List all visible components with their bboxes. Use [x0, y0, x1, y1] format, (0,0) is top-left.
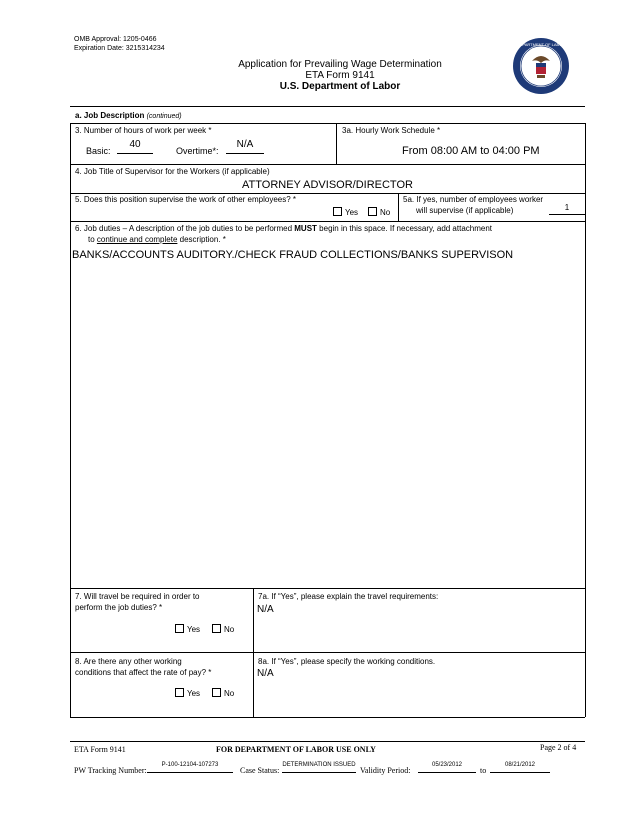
- expiration-date: Expiration Date: 3215314234: [74, 45, 165, 52]
- dol-seal-icon: [512, 37, 570, 95]
- q5-yes[interactable]: Yes: [333, 207, 358, 217]
- department-name: U.S. Department of Labor: [279, 81, 401, 92]
- q6-label-2: to continue and complete description. *: [88, 235, 226, 244]
- checkbox-icon: [333, 207, 342, 216]
- footer-to-label: to: [480, 766, 487, 775]
- q7a-value: N/A: [257, 604, 274, 615]
- q5-label: 5. Does this position supervise the work of other employees? *: [75, 195, 297, 204]
- checkbox-icon: [175, 624, 184, 633]
- footer-page: Page 2 of 4: [540, 743, 577, 752]
- q8-no[interactable]: No: [212, 688, 234, 698]
- footer-validity-from: 05/23/2012: [418, 761, 476, 773]
- q4-value: ATTORNEY ADVISOR/DIRECTOR: [242, 179, 413, 191]
- q7-label-1: 7. Will travel be required in order to: [75, 592, 200, 601]
- footer-validity-label: Validity Period:: [360, 766, 411, 775]
- q4-label: 4. Job Title of Supervisor for the Workers (if applicable): [75, 167, 270, 176]
- svg-text:DEPARTMENT OF LABOR: DEPARTMENT OF LABOR: [516, 42, 566, 47]
- section-heading: a. Job Description (continued): [75, 111, 182, 120]
- q7-label-2: perform the job duties? *: [75, 603, 163, 612]
- q7-no[interactable]: No: [212, 624, 234, 634]
- q8-yes[interactable]: Yes: [175, 688, 200, 698]
- omb-approval: OMB Approval: 1205-0466: [74, 36, 157, 43]
- q6-label-1: 6. Job duties – A description of the job duties to be performed MUST begin in this space. If necessary, add attachment: [75, 224, 493, 233]
- footer-case-label: Case Status:: [240, 766, 280, 775]
- q3-overtime-label: Overtime*:: [176, 146, 219, 156]
- footer-form: ETA Form 9141: [74, 745, 126, 754]
- q8a-label: 8a. If “Yes”, please specify the working conditions.: [258, 657, 436, 666]
- q5a-value: 1: [549, 203, 585, 215]
- footer-dol-only: FOR DEPARTMENT OF LABOR USE ONLY: [216, 745, 376, 754]
- q8-label-2: conditions that affect the rate of pay? *: [75, 668, 212, 677]
- q5a-label-1: 5a. If yes, number of employees worker: [403, 195, 544, 204]
- q3-basic-label: Basic:: [86, 146, 111, 156]
- q3-label: 3. Number of hours of work per week *: [75, 126, 212, 135]
- footer-validity-to: 08/21/2012: [490, 761, 550, 773]
- q8-label-1: 8. Are there any other working: [75, 657, 182, 666]
- q3-basic-value: 40: [117, 140, 153, 154]
- q6-value: BANKS/ACCOUNTS AUDITORY./CHECK FRAUD COLLECTIONS/BANKS SUPERVISON: [72, 249, 514, 261]
- q7a-label: 7a. If “Yes”, please explain the travel requirements:: [258, 592, 439, 601]
- checkbox-icon: [368, 207, 377, 216]
- q3-overtime-value: N/A: [226, 140, 264, 154]
- checkbox-icon: [212, 688, 221, 697]
- form-title: Application for Prevailing Wage Determination: [238, 59, 442, 70]
- q3a-value: From 08:00 AM to 04:00 PM: [402, 145, 540, 157]
- footer-case-value: DETERMINATION ISSUED: [282, 761, 356, 773]
- checkbox-icon: [175, 688, 184, 697]
- checkbox-icon: [212, 624, 221, 633]
- footer-tracking-label: PW Tracking Number:: [74, 766, 147, 775]
- form-number: ETA Form 9141: [305, 70, 375, 81]
- footer-tracking-value: P-100-12104-107273: [147, 761, 233, 773]
- q7-yes[interactable]: Yes: [175, 624, 200, 634]
- q8a-value: N/A: [257, 668, 274, 679]
- q3a-label: 3a. Hourly Work Schedule *: [342, 126, 441, 135]
- q5a-label-2: will supervise (if applicable): [416, 206, 514, 215]
- q5-no[interactable]: No: [368, 207, 390, 217]
